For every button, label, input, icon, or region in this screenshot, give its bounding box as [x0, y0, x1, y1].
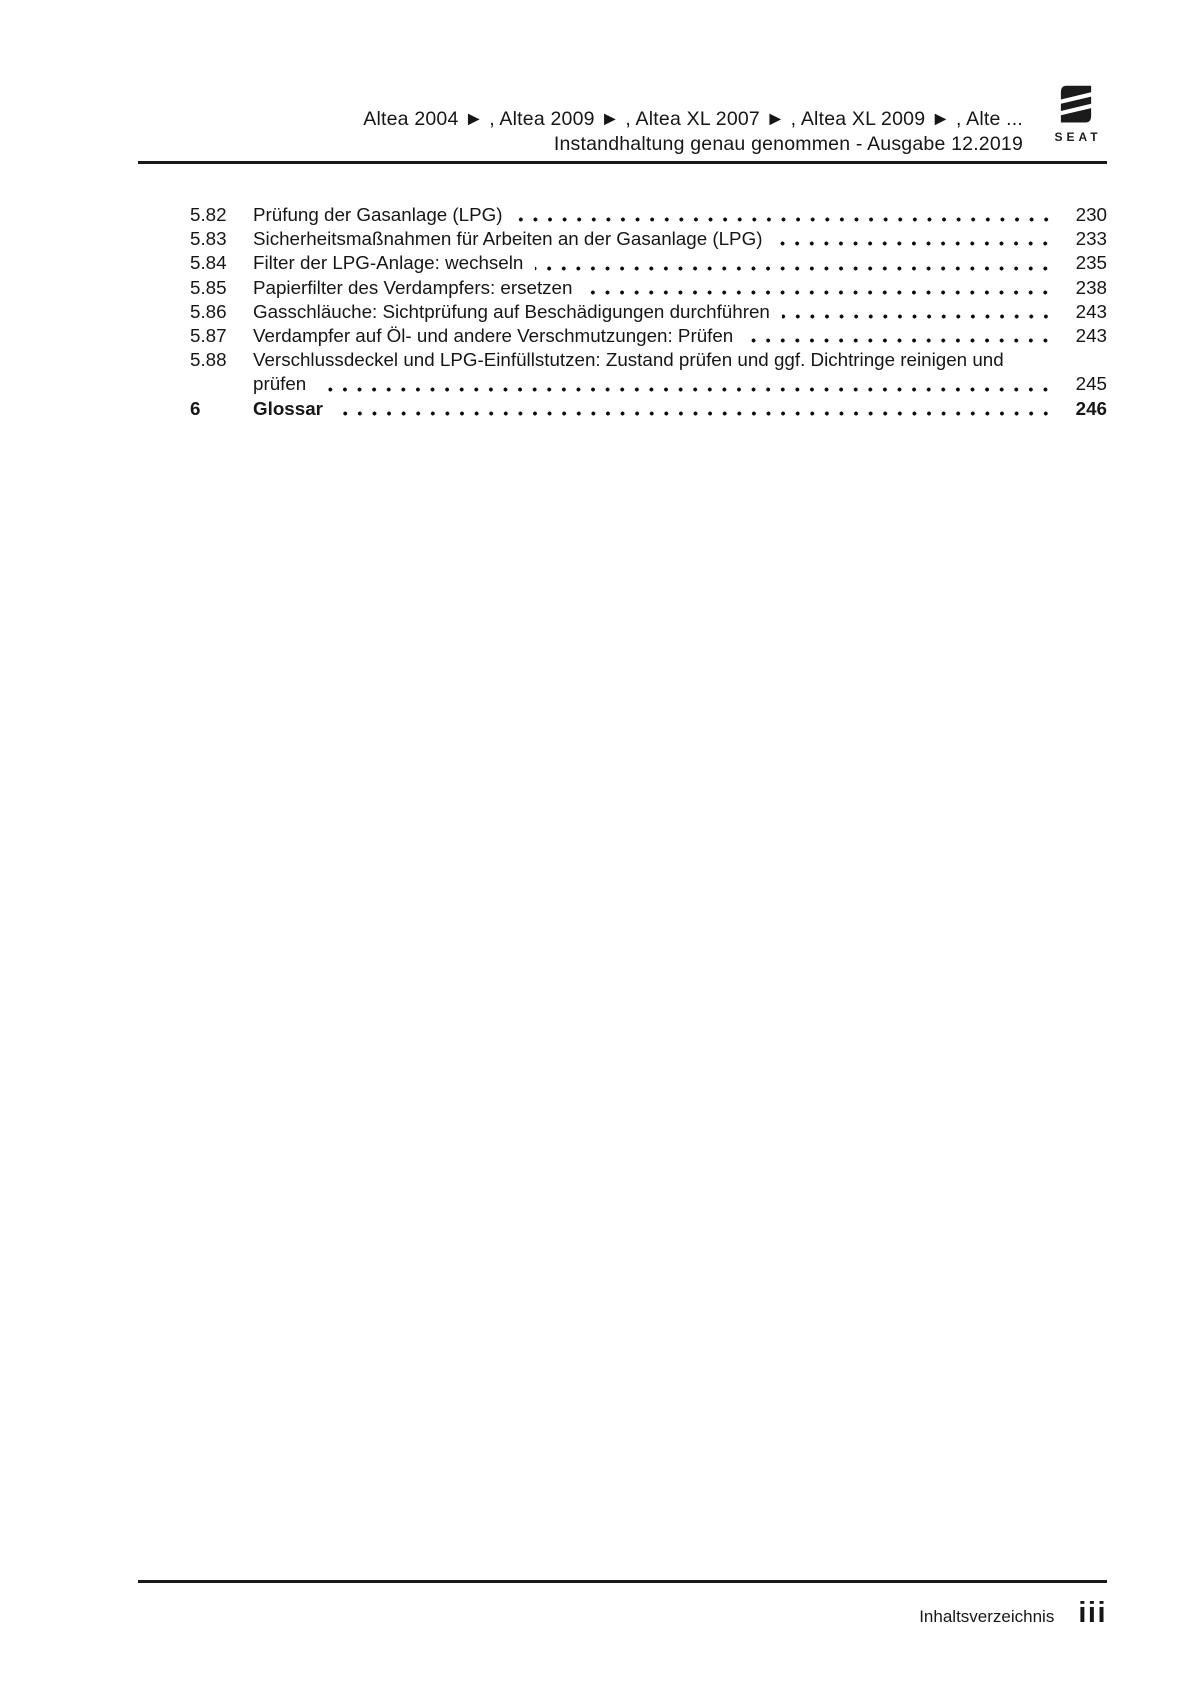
dot-leader: [584, 290, 1053, 295]
toc-entry[interactable]: [138, 276, 1107, 300]
toc-entry-page: 238: [1075, 276, 1107, 298]
dot-leader: [774, 241, 1053, 246]
toc-entry-line: [253, 251, 1107, 275]
toc-entry-number: 5.85: [190, 276, 227, 298]
toc-entry-body: [253, 276, 1107, 300]
toc-entry-number: 5.83: [190, 228, 227, 250]
toc-entry-title: Sicherheitsmaßnahmen für Arbeiten an der Gasanlage (LPG): [253, 228, 763, 250]
toc-entry-number: 5.82: [190, 204, 227, 225]
dot-leader: [318, 387, 1053, 392]
seat-logo-wordmark: SEAT: [1054, 130, 1102, 144]
page-content: [138, 0, 1107, 421]
dot-leader: [745, 338, 1053, 343]
toc-entry-number: 5.88: [190, 349, 227, 371]
toc-entry[interactable]: [138, 227, 1107, 251]
toc-entry-body: [253, 300, 1107, 324]
toc-entry-line: [253, 276, 1107, 300]
toc-entry-title: Papierfilter des Verdampfers: ersetzen: [253, 276, 573, 298]
toc-entry-line: [253, 348, 1107, 372]
toc-entry-page: 245: [1075, 373, 1107, 395]
page-header: [138, 0, 1107, 158]
toc-entry-line: [253, 227, 1107, 251]
toc-entry[interactable]: [138, 300, 1107, 324]
header-rule: [138, 161, 1107, 164]
seat-s-icon: [1058, 82, 1094, 127]
toc-entry-number: 5.86: [190, 300, 227, 322]
seat-logo: [1045, 82, 1107, 144]
toc-entry-title: Verdampfer auf Öl- und andere Verschmutzungen: Prüfen: [253, 325, 734, 347]
header-subtitle-line: Instandhaltung genau genommen - Ausgabe 12.2019: [553, 132, 1023, 155]
dot-leader: [515, 217, 1053, 222]
toc-entry-page: 235: [1075, 252, 1107, 274]
page-footer: [138, 1580, 1107, 1630]
toc-entry-page: 246: [1075, 397, 1107, 419]
toc-entry-page: 230: [1075, 204, 1107, 225]
toc-entry[interactable]: [138, 251, 1107, 275]
toc-entry-line: [253, 397, 1107, 421]
toc-entry-title: Prüfung der Gasanlage (LPG): [253, 204, 503, 225]
toc-entry-title: Verschlussdeckel und LPG-Einfüllstutzen: Zustand prüfen und ggf. Dichtringe reinigen und: [253, 349, 1004, 371]
toc-entry-body: [253, 324, 1107, 348]
header-text-block: [138, 107, 1023, 158]
toc-entry-number: 5.87: [190, 325, 227, 347]
dot-leader: [335, 411, 1053, 416]
toc-entry-line: [253, 300, 1107, 324]
toc-entry-continuation-line: [253, 372, 1107, 396]
toc-entry-title: Filter der LPG-Anlage: wechseln: [253, 252, 524, 274]
toc-entry[interactable]: [138, 397, 1107, 421]
footer-rule: [138, 1580, 1107, 1583]
toc-entry-body: [253, 227, 1107, 251]
toc-entry-line: [253, 324, 1107, 348]
table-of-contents: [138, 203, 1107, 421]
toc-entry[interactable]: [138, 348, 1107, 396]
toc-entry-title: Gasschläuche: Sichtprüfung auf Beschädigungen durchführen: [253, 300, 770, 322]
toc-entry-title: Glossar: [253, 397, 323, 419]
footer-page-number: iii: [1078, 1597, 1107, 1629]
toc-entry-number: 5.84: [190, 252, 227, 274]
toc-entry-body: [253, 251, 1107, 275]
toc-entry-number: 6: [190, 397, 201, 419]
toc-entry-page: 243: [1075, 300, 1107, 322]
toc-entry-page: 233: [1075, 228, 1107, 250]
toc-entry-body: [253, 348, 1107, 396]
dot-leader: [782, 314, 1053, 319]
toc-entry[interactable]: [138, 203, 1107, 227]
toc-entry-page: 243: [1075, 325, 1107, 347]
header-models-line: Altea 2004 ► , Altea 2009 ► , Altea XL 2007 ► , Altea XL 2009 ► , Alte ...: [363, 108, 1023, 130]
dot-leader: [535, 266, 1053, 271]
toc-entry-line: [253, 203, 1107, 227]
footer-section-label: Inhaltsverzeichnis: [919, 1607, 1055, 1626]
toc-entry-body: [253, 203, 1107, 227]
toc-entry-body: [253, 397, 1107, 421]
toc-entry[interactable]: [138, 324, 1107, 348]
footer-row: [138, 1597, 1107, 1630]
toc-entry-title-continuation: prüfen: [253, 373, 307, 395]
